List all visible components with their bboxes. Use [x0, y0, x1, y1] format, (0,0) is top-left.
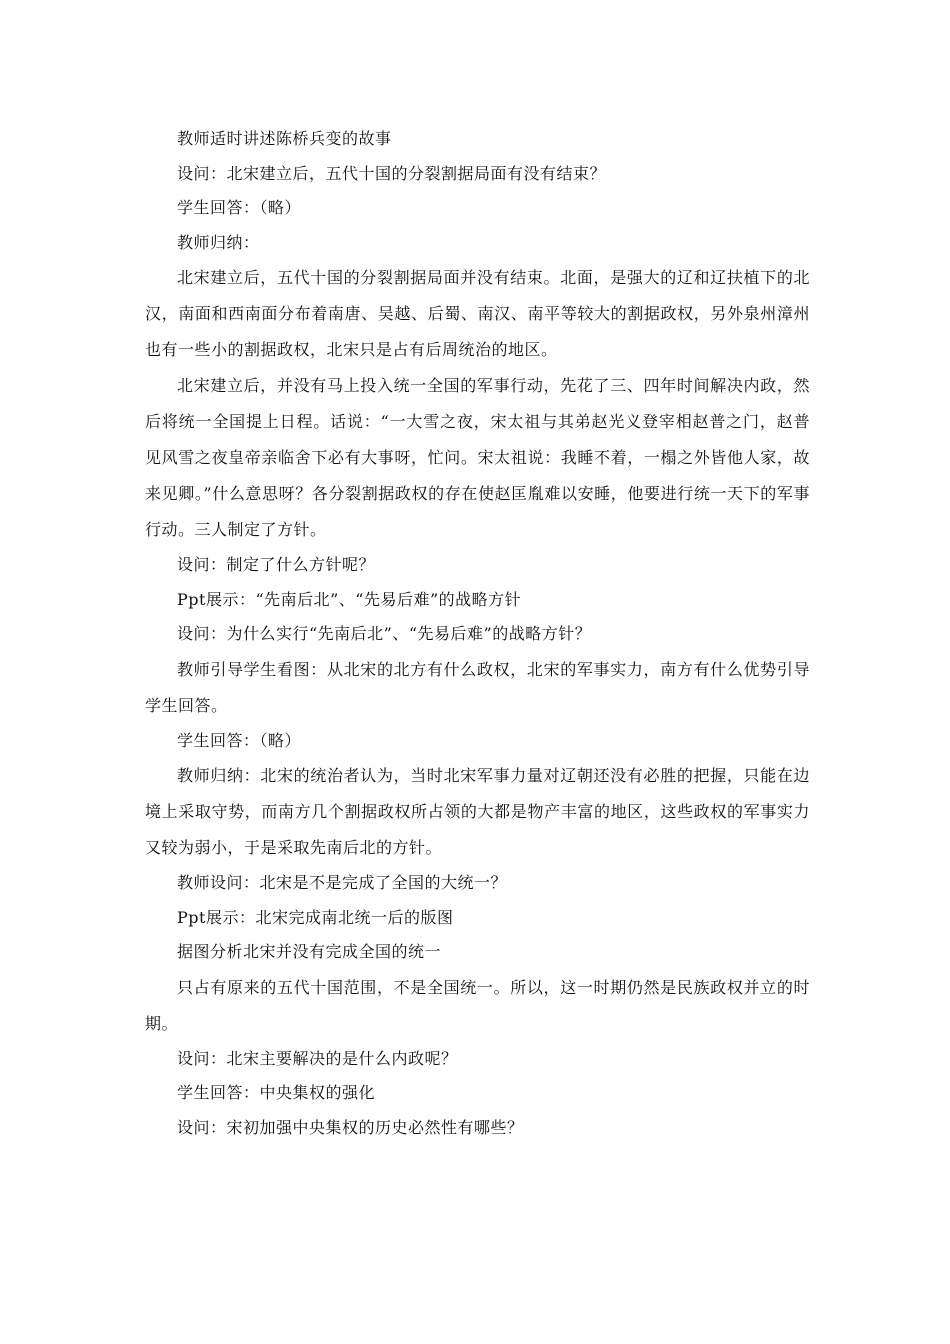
paragraph-coexisting-regimes: 只占有原来的五代十国范围，不是全国统一。所以，这一时期仍然是民族政权并立的时期。 — [145, 977, 810, 1033]
paragraph-student-answer-1: 学生回答：（略） — [177, 198, 302, 217]
paragraph-student-answer-3: 学生回答：中央集权的强化 — [177, 1083, 376, 1102]
paragraph-situation-after-founding: 北宋建立后，五代十国的分裂割据局面并没有结束。北面，是强大的辽和辽扶植下的北汉，南面和西南面分布着南唐、吴越、后蜀、南汉、南平等较大的割据政权，另外泉州漳州也有一些小的割据政权，北宋只是占有后周统治的地区。 — [145, 268, 810, 359]
paragraph-teacher-guides-map: 教师引导学生看图：从北宋的北方有什么政权，北宋的军事实力，南方有什么优势引导学生回答。 — [145, 659, 810, 715]
paragraph-map-analysis: 据图分析北宋并没有完成全国的统一 — [177, 942, 442, 961]
paragraph-student-answer-2: 学生回答：（略） — [177, 730, 302, 750]
paragraph-question-unification: 教师设问：北宋是不是完成了全国的大统一？ — [177, 873, 508, 892]
paragraph-question-why-strategy: 设问：为什么实行“先南后北”、“先易后难”的战略方针？ — [177, 624, 592, 643]
paragraph-teacher-summary-strategy: 教师归纳：北宋的统治者认为，当时北宋军事力量对辽朝还没有必胜的把握，只能在边境上采取守势，而南方几个割据政权所占领的大都是物产丰富的地区，这些政权的军事实力又较为弱小，于是采取先南后北的方针。 — [145, 766, 810, 857]
paragraph-question-policy: 设问：制定了什么方针呢？ — [177, 555, 376, 574]
paragraph-question-internal-affairs: 设问：北宋主要解决的是什么内政呢？ — [177, 1048, 458, 1068]
paragraph-question-fragmentation: 设问：北宋建立后，五代十国的分裂割据局面有没有结束？ — [177, 163, 607, 183]
paragraph-question-centralization: 设问：宋初加强中央集权的历史必然性有哪些？ — [177, 1117, 524, 1137]
paragraph-ppt-map: Ppt展示：北宋完成南北统一后的版图 — [177, 907, 454, 927]
paragraph-snowy-night-story: 北宋建立后，并没有马上投入统一全国的军事行动，先花了三、四年时间解决内政，然后将统一全国提上日程。话说：“一大雪之夜，宋太祖与其弟赵光义登宰相赵普之门，赵普见风雪之夜皇帝亲临舍下必有大事呀，忙问。宋太祖说：我睡不着，一榻之外皆他人家，故来见卿。”什么意思呀？各分裂割据政权的存在使赵匡胤难以安睡，他要进行统一天下的军事行动。三人制定了方针。 — [145, 376, 810, 539]
paragraph-ppt-strategy: Ppt展示：“先南后北”、“先易后难”的战略方针 — [177, 589, 522, 609]
paragraph-teacher-summary-label: 教师归纳： — [177, 232, 260, 252]
document-body — [145, 122, 810, 1145]
paragraph-teacher-story: 教师适时讲述陈桥兵变的故事 — [177, 129, 392, 148]
